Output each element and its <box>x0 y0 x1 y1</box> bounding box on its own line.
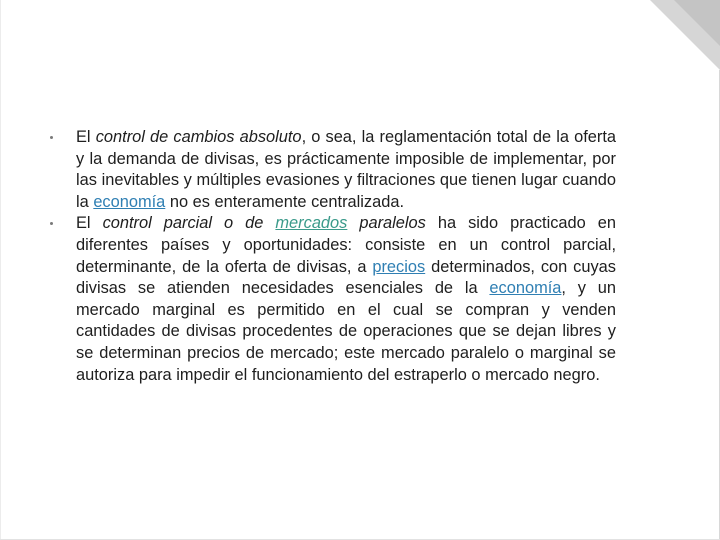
bullet-text <box>76 127 616 213</box>
text-segment: no es enteramente centralizada. <box>165 192 405 211</box>
text-segment: determinados, con cuyas divisas se atienden necesidades esenciales de la <box>76 257 616 298</box>
bullet-item-2 <box>50 213 616 386</box>
text-segment: , o sea, la reglamentación total de la oferta y la demanda de divisas, es prácticamente imposible de implementar, por las inevitables y múltiples evasiones y filtraciones que tienen lugar cuando la <box>76 128 616 211</box>
term-paralelos: paralelos <box>347 214 426 233</box>
text-segment: El <box>76 128 96 146</box>
economia-link-2[interactable]: economía <box>489 279 562 298</box>
corner-decoration-inner <box>674 0 720 46</box>
text-segment: ha sido practicado en diferentes países y oportunidades: consiste en un control parcial, determinante, de la oferta de divisas, a <box>76 214 617 276</box>
frame-left-border <box>0 0 1 540</box>
bullet-item-1 <box>50 127 616 213</box>
bullet-list <box>50 127 616 386</box>
mercados-link[interactable]: mercados <box>275 214 348 233</box>
text-segment: , y un mercado marginal es permitido en el cual se compran y venden cantidades de divisas procedentes de operaciones que se dejan libres y se determinan precios de mercado; este mercado paralelo o marginal se autoriza para impedir el funcionamiento del estraperlo o mercado negro. <box>76 279 616 384</box>
term-control-parcial: control parcial o de <box>102 214 276 233</box>
text-segment: El <box>76 214 103 233</box>
bullet-point-icon <box>50 136 53 139</box>
bullet-text <box>76 213 616 386</box>
term-control-absoluto: control de cambios absoluto <box>95 128 302 146</box>
economia-link[interactable]: economía <box>93 192 166 211</box>
bullet-point-icon <box>50 222 53 225</box>
precios-link[interactable]: precios <box>372 257 426 276</box>
